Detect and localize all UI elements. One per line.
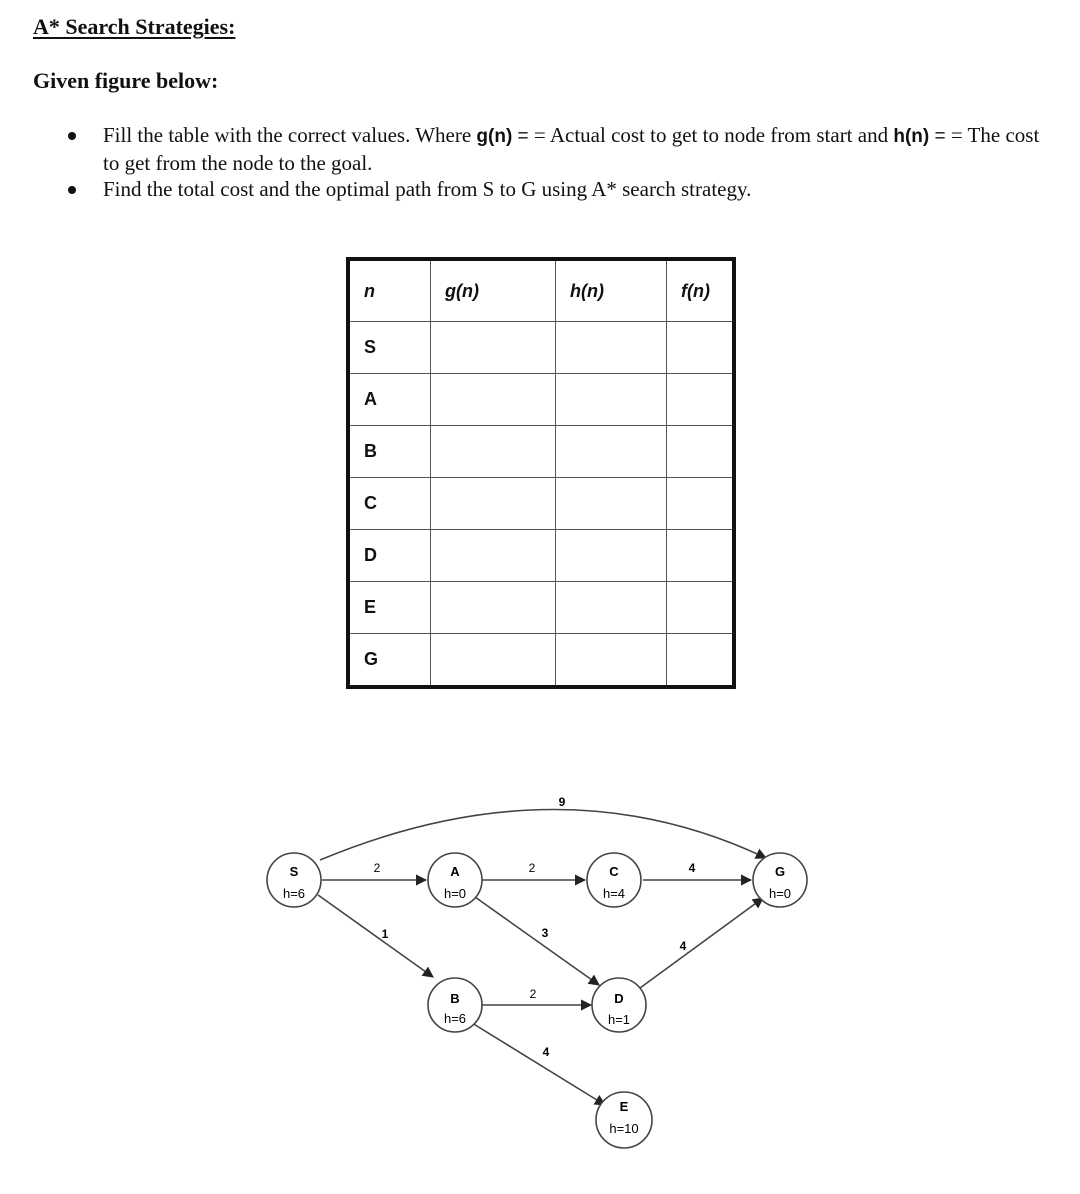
g-cell[interactable] [431, 582, 556, 634]
term-h: h(n) [893, 126, 930, 147]
f-cell[interactable] [667, 374, 735, 426]
node-heuristic: h=10 [609, 1121, 639, 1136]
f-cell[interactable] [667, 322, 735, 374]
table-row [348, 322, 734, 374]
h-cell[interactable] [556, 634, 667, 688]
node-heuristic: h=4 [602, 886, 626, 901]
table-row [348, 426, 734, 478]
term-g: g(n) [476, 126, 513, 147]
header-h: h(n) [556, 259, 667, 322]
node-cell: E [348, 582, 431, 634]
f-cell[interactable] [667, 634, 735, 688]
node-heuristic: h=0 [443, 886, 467, 901]
header-n: n [348, 259, 431, 322]
table-row [348, 478, 734, 530]
node-heuristic: h=0 [768, 886, 792, 901]
node-s [267, 853, 321, 907]
astar-table [346, 257, 736, 689]
edge-d-g [640, 898, 763, 988]
g-cell[interactable] [431, 478, 556, 530]
g-cell[interactable] [431, 426, 556, 478]
edge-cost-b-d: 2 [529, 987, 537, 1001]
node-cell: A [348, 374, 431, 426]
header-g: g(n) [431, 259, 556, 322]
edge-cost-s-a: 2 [373, 861, 381, 875]
instruction-text: = The cost to get from the node to the goal. [103, 123, 1040, 175]
instruction-list [60, 122, 1060, 202]
node-d [592, 978, 646, 1032]
node-e [596, 1092, 652, 1148]
g-cell[interactable] [431, 634, 556, 688]
edge-cost-s-b: 1 [381, 927, 389, 941]
table-row [348, 530, 734, 582]
node-cell: S [348, 322, 431, 374]
table-row [348, 374, 734, 426]
instruction-text: = Actual cost to get to node from start and [528, 123, 894, 147]
g-cell[interactable] [431, 374, 556, 426]
node-label: B [450, 991, 460, 1006]
instruction-text: Find the total cost and the optimal path from S to G using A* search strategy. [103, 177, 752, 201]
h-cell[interactable] [556, 374, 667, 426]
edge-s-b [318, 895, 433, 977]
h-cell[interactable] [556, 322, 667, 374]
edge-b-e [472, 1023, 605, 1105]
table-row [348, 582, 734, 634]
f-cell[interactable] [667, 426, 735, 478]
node-g [753, 853, 807, 907]
edge-cost-s-g: 9 [558, 795, 566, 809]
f-cell[interactable] [667, 478, 735, 530]
node-b [428, 978, 482, 1032]
equals-sign: = [929, 126, 946, 147]
node-c [587, 853, 641, 907]
h-cell[interactable] [556, 530, 667, 582]
node-cell: C [348, 478, 431, 530]
edge-cost-a-d: 3 [541, 926, 549, 940]
node-cell: B [348, 426, 431, 478]
edge-s-g [320, 809, 766, 860]
g-cell[interactable] [431, 530, 556, 582]
edge-cost-d-g: 4 [679, 939, 687, 953]
node-label: G [774, 864, 786, 879]
instruction-item [60, 122, 1060, 176]
edge-cost-c-g: 4 [688, 861, 696, 875]
search-graph [0, 780, 1080, 1194]
node-heuristic: h=1 [607, 1012, 631, 1027]
node-heuristic: h=6 [282, 886, 306, 901]
header-f: f(n) [667, 259, 735, 322]
instruction-text: Fill the table with the correct values. Where [103, 123, 477, 147]
f-cell[interactable] [667, 530, 735, 582]
page-title: A* Search Strategies: [33, 14, 236, 39]
node-cell: G [348, 634, 431, 688]
instruction-item [60, 176, 1060, 202]
section-subtitle: Given figure below: [33, 68, 219, 93]
h-cell[interactable] [556, 582, 667, 634]
node-a [428, 853, 482, 907]
node-label: D [614, 991, 624, 1006]
table-row [348, 634, 734, 688]
h-cell[interactable] [556, 426, 667, 478]
h-cell[interactable] [556, 478, 667, 530]
node-label: C [609, 864, 619, 879]
f-cell[interactable] [667, 582, 735, 634]
table-header-row [348, 259, 734, 322]
equals-sign: = [512, 126, 529, 147]
g-cell[interactable] [431, 322, 556, 374]
edge-cost-a-c: 2 [528, 861, 536, 875]
edge-cost-b-e: 4 [542, 1045, 550, 1059]
node-cell: D [348, 530, 431, 582]
node-label: E [619, 1099, 629, 1114]
node-heuristic: h=6 [443, 1011, 467, 1026]
node-label: A [450, 864, 460, 879]
node-label: S [289, 864, 299, 879]
edge-a-d [475, 897, 599, 985]
